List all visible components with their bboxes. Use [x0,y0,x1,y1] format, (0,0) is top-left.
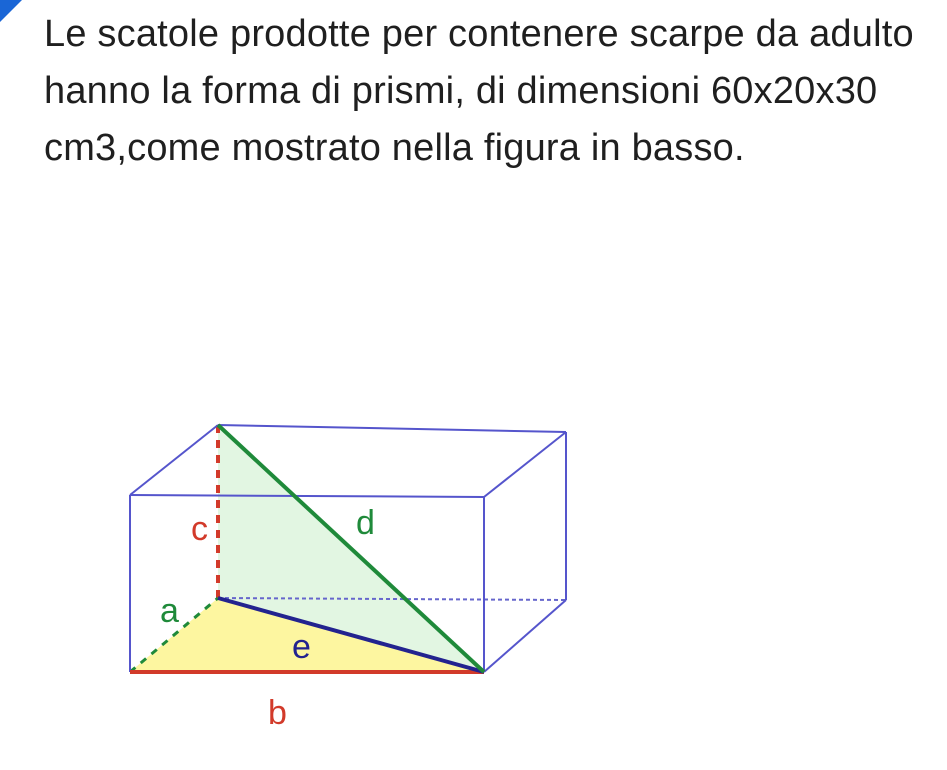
label-a: a [160,592,179,630]
label-c: c [191,510,208,548]
label-b: b [268,694,287,732]
label-d: d [356,504,375,542]
problem-text: Le scatole prodotte per contenere scarpe da adulto hanno la forma di prismi, di dimensioni 60x20x30 cm3,come mostrato nella figura in basso. [44,13,914,169]
label-e: e [292,628,311,666]
